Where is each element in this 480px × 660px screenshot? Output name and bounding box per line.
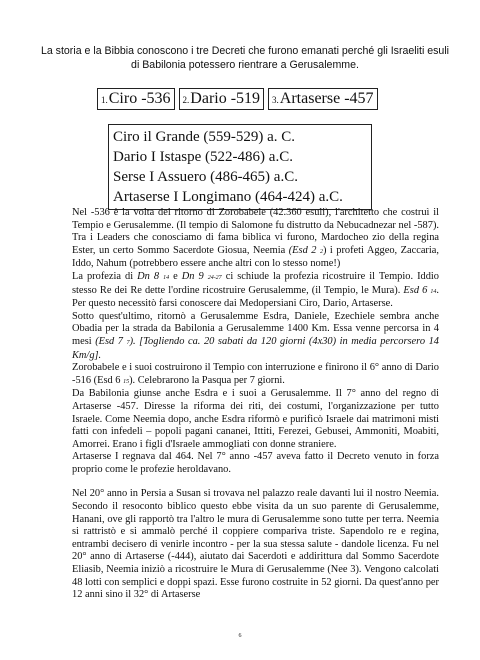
decree-number: 2. <box>182 95 190 105</box>
kings-box <box>108 124 372 210</box>
king-line: Dario I Istaspe (522-486) a.C. <box>113 149 293 165</box>
paragraph-2 <box>72 271 439 311</box>
decree-label: Dario -519 <box>190 90 261 107</box>
paragraph-4 <box>72 362 439 388</box>
verse-subscript: 7 <box>126 339 130 346</box>
verse-subscript: 14 <box>430 288 437 295</box>
king-line: Ciro il Grande (559-529) a. C. <box>113 129 296 145</box>
bible-reference: (Esd 7 <box>95 335 123 347</box>
paragraph-3 <box>72 311 439 362</box>
text-run: ci schiude la profezia ricostruire il Tempio. Iddio stesso Re dei Re dette l'ordine ricostruire Gerusalemme, (il Tempio, le Mura). <box>72 270 440 296</box>
decrees-row <box>97 88 378 110</box>
king-line: Artaserse I Longimano (464-424) a.C. <box>113 189 343 205</box>
text-run: . Per questo necessitò farsi conoscere dai Medopersiani Ciro, Dario, Artaserse. <box>72 284 439 310</box>
paragraph-1 <box>72 207 439 271</box>
decree-number: 3. <box>272 95 279 105</box>
king-line: Serse I Assuero (486-465) a.C. <box>113 169 298 185</box>
body-text <box>72 207 439 602</box>
bible-reference: ). <box>129 335 136 347</box>
decree-number: 1. <box>101 95 108 105</box>
paragraph-7: Nel 20° anno in Persia a Susan si trovava nel palazzo reale davanti lui il nostro Neemia. Secondo il resoconto biblico questo ebbe visita da un suo parente di Gerusalemme, Hanani, ove gli rapportò tra l'altro le mura di Gerusalemme sono tutte per terra. Neemia si rattristò e si ammalò perché il coppiere compariva triste. Sapendolo re e regina, entrambi decisero di venirle incontro - per la sua stessa salute - dandole licenza. Fu nel 20° anno di Artaserse (-444), aiutato dai Sacerdoti e addirittura dal Sommo Sacerdote Eliasib, Neemia iniziò a ricostruire le Mura di Gerusalemme (Nee 3). Vengono calcolati 48 lotti con semplici e doppi spazi. Esse furono costruite in 52 giorni. Da quest'anno per 12 anni sino il 32° di Artaserse <box>72 488 439 601</box>
paragraph-6: Artaserse I regnava dal 464. Nel 7° anno -457 aveva fatto il Decreto venuto in forza proprio come le profezie heroldavano. <box>72 451 439 475</box>
decree-label: Ciro -536 <box>108 90 171 107</box>
bible-reference: Dn 8 <box>137 270 160 282</box>
verse-subscript: 15 <box>123 378 130 385</box>
text-run: La profezia di <box>72 270 138 282</box>
decree-box-3 <box>268 88 378 110</box>
text-run: Zorobabele e i suoi costruirono il Tempio con interruzione e finirono il 6° anno di Dario -516 (Esd 6 <box>72 362 439 386</box>
decree-label: Artaserse -457 <box>279 90 374 107</box>
text-run: Nel -536 è la volta del ritorno di Zorobabele (42.360 esuli), l'architetto che costruì il Tempio e Gerusalemme. (Il tempio di Salomone fu distrutto da Nebucadnezar nel -587). Tra i Leaders che conosciamo di fama biblica vi furono, Mardocheo zio della regina Ester, un certo Sommo Sacerdote Giosua, Neemia <box>72 207 439 256</box>
bible-reference: Dn 9 <box>181 270 204 282</box>
decree-box-2 <box>179 88 265 110</box>
bible-reference: (Esd 2 <box>288 244 317 256</box>
text-run: Sotto quest'ultimo, ritornò a Gerusalemme Esdra, Daniele, Ezechiele sembra anche Obadia per la strada da Babilonia a Gerusalemme 1400 Km. Essa venne percorsa in 4 mesi <box>72 310 439 347</box>
text-run: e <box>169 270 182 282</box>
verse-subscript: 14 <box>163 274 170 281</box>
bible-reference: Esd 6 <box>403 284 428 296</box>
verse-subscript: 2 <box>319 248 323 255</box>
text-run: ) i profeti Aggeo, Zaccaria, Iddo, Nahum (potrebbero essere anche altri con lo stesso nome!) <box>72 244 439 270</box>
intro-text: La storia e la Bibbia conoscono i tre Decreti che furono emanati perché gli Israeliti esuli di Babilonia potessero rientrare a Gerusalemme. <box>40 45 450 71</box>
paragraph-5: Da Babilonia giunse anche Esdra e i suoi a Gerusalemme. Il 7° anno del regno di Artaserse -457. Diresse la riforma dei riti, dei costumi, l'organizzazione per tutto Israele. Come Neemia dopo, anche Esdra riformò e purificò Israele dai matrimoni misti fatti con infedeli – popoli pagani cananei, Ittiti, Ferezei, Gebusei, Ammoniti, Moabiti, Amorrei. Erano i figli d'Israele ammogliati con donne straniere. <box>72 388 439 450</box>
decree-box-1 <box>97 88 175 110</box>
text-run: ). Celebrarono la Pasqua per 7 giorni. <box>129 374 285 386</box>
verse-subscript: 24-27 <box>207 274 222 281</box>
note-text: [Togliendo ca. 20 sabati da 120 giorni (4x30) in media percorsero 14 Km/g]. <box>72 335 439 361</box>
page-number: 6 <box>238 633 242 639</box>
